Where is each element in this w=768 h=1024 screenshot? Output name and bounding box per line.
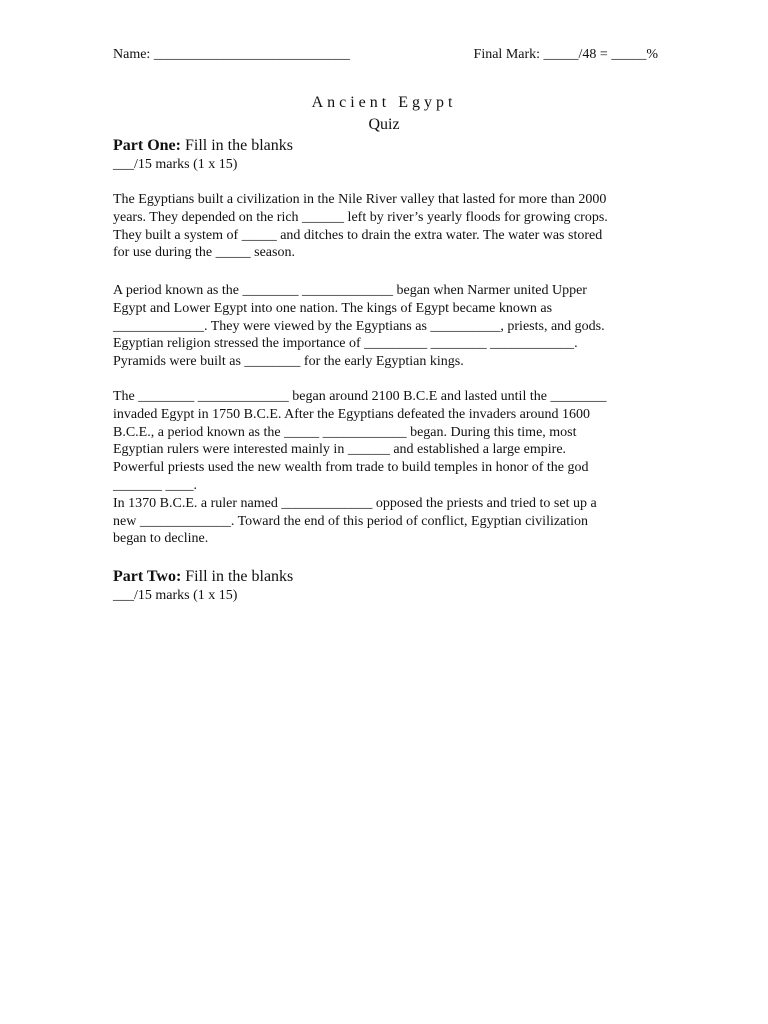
document-subtitle: Quiz bbox=[368, 116, 400, 133]
paragraph-2 bbox=[113, 282, 658, 371]
paragraph-line: The Egyptians built a civilization in the Nile River valley that lasted for more than 2000 bbox=[113, 192, 607, 207]
final-mark-label: Final Mark: _____/48 = _____% bbox=[473, 47, 658, 62]
paragraph-line: In 1370 B.C.E. a ruler named _____________ opposed the priests and tried to set up a bbox=[113, 495, 597, 511]
part-two-marks: ___/15 marks (1 x 15) bbox=[113, 588, 238, 603]
part-two-heading-bold: Part Two: bbox=[113, 568, 182, 585]
paragraph-3 bbox=[113, 388, 658, 548]
paragraph-line: years. They depended on the rich ______ left by river’s yearly floods for growing crops. bbox=[113, 209, 608, 225]
part-one-marks: ___/15 marks (1 x 15) bbox=[113, 157, 238, 172]
part-one-heading bbox=[113, 137, 293, 155]
paragraph-line: for use during the _____ season. bbox=[113, 245, 295, 261]
part-two-heading-rest: Fill in the blanks bbox=[181, 568, 294, 585]
paragraph-line: _______ ____. bbox=[113, 477, 197, 493]
part-one-heading-rest: Fill in the blanks bbox=[180, 137, 293, 154]
paragraph-line: The ________ _____________ began around 2100 B.C.E and lasted until the ________ bbox=[113, 389, 607, 404]
paragraph-line: Powerful priests used the new wealth from trade to build temples in honor of the god bbox=[113, 460, 589, 476]
part-two-heading bbox=[113, 568, 293, 586]
header-row bbox=[113, 47, 658, 65]
paragraph-line: Pyramids were built as ________ for the early Egyptian kings. bbox=[113, 354, 464, 370]
paragraph-1 bbox=[113, 191, 658, 262]
paragraph-line: Egyptian rulers were interested mainly in ______ and established a large empire. bbox=[113, 442, 567, 458]
paragraph-line: They built a system of _____ and ditches to drain the extra water. The water was stored bbox=[113, 227, 603, 243]
paragraph-line: _____________. They were viewed by the Egyptians as __________, priests, and gods. bbox=[113, 318, 605, 334]
paragraph-line: Egyptian religion stressed the importance of _________ ________ ____________. bbox=[113, 336, 578, 352]
paragraph-line: Egypt and Lower Egypt into one nation. The kings of Egypt became known as bbox=[113, 300, 553, 316]
part-one-heading-bold: Part One: bbox=[113, 137, 181, 154]
name-field-label: Name: ____________________________ bbox=[113, 47, 350, 62]
paragraph-line: A period known as the ________ _____________ began when Narmer united Upper bbox=[113, 283, 587, 298]
paragraph-line: began to decline. bbox=[113, 531, 209, 547]
document-title: Ancient Egypt bbox=[311, 94, 457, 111]
paragraph-line: new _____________. Toward the end of this period of conflict, Egyptian civilization bbox=[113, 513, 589, 529]
paragraph-line: B.C.E., a period known as the _____ ____________ began. During this time, most bbox=[113, 424, 577, 440]
paragraph-line: invaded Egypt in 1750 B.C.E. After the Egyptians defeated the invaders around 1600 bbox=[113, 406, 591, 422]
